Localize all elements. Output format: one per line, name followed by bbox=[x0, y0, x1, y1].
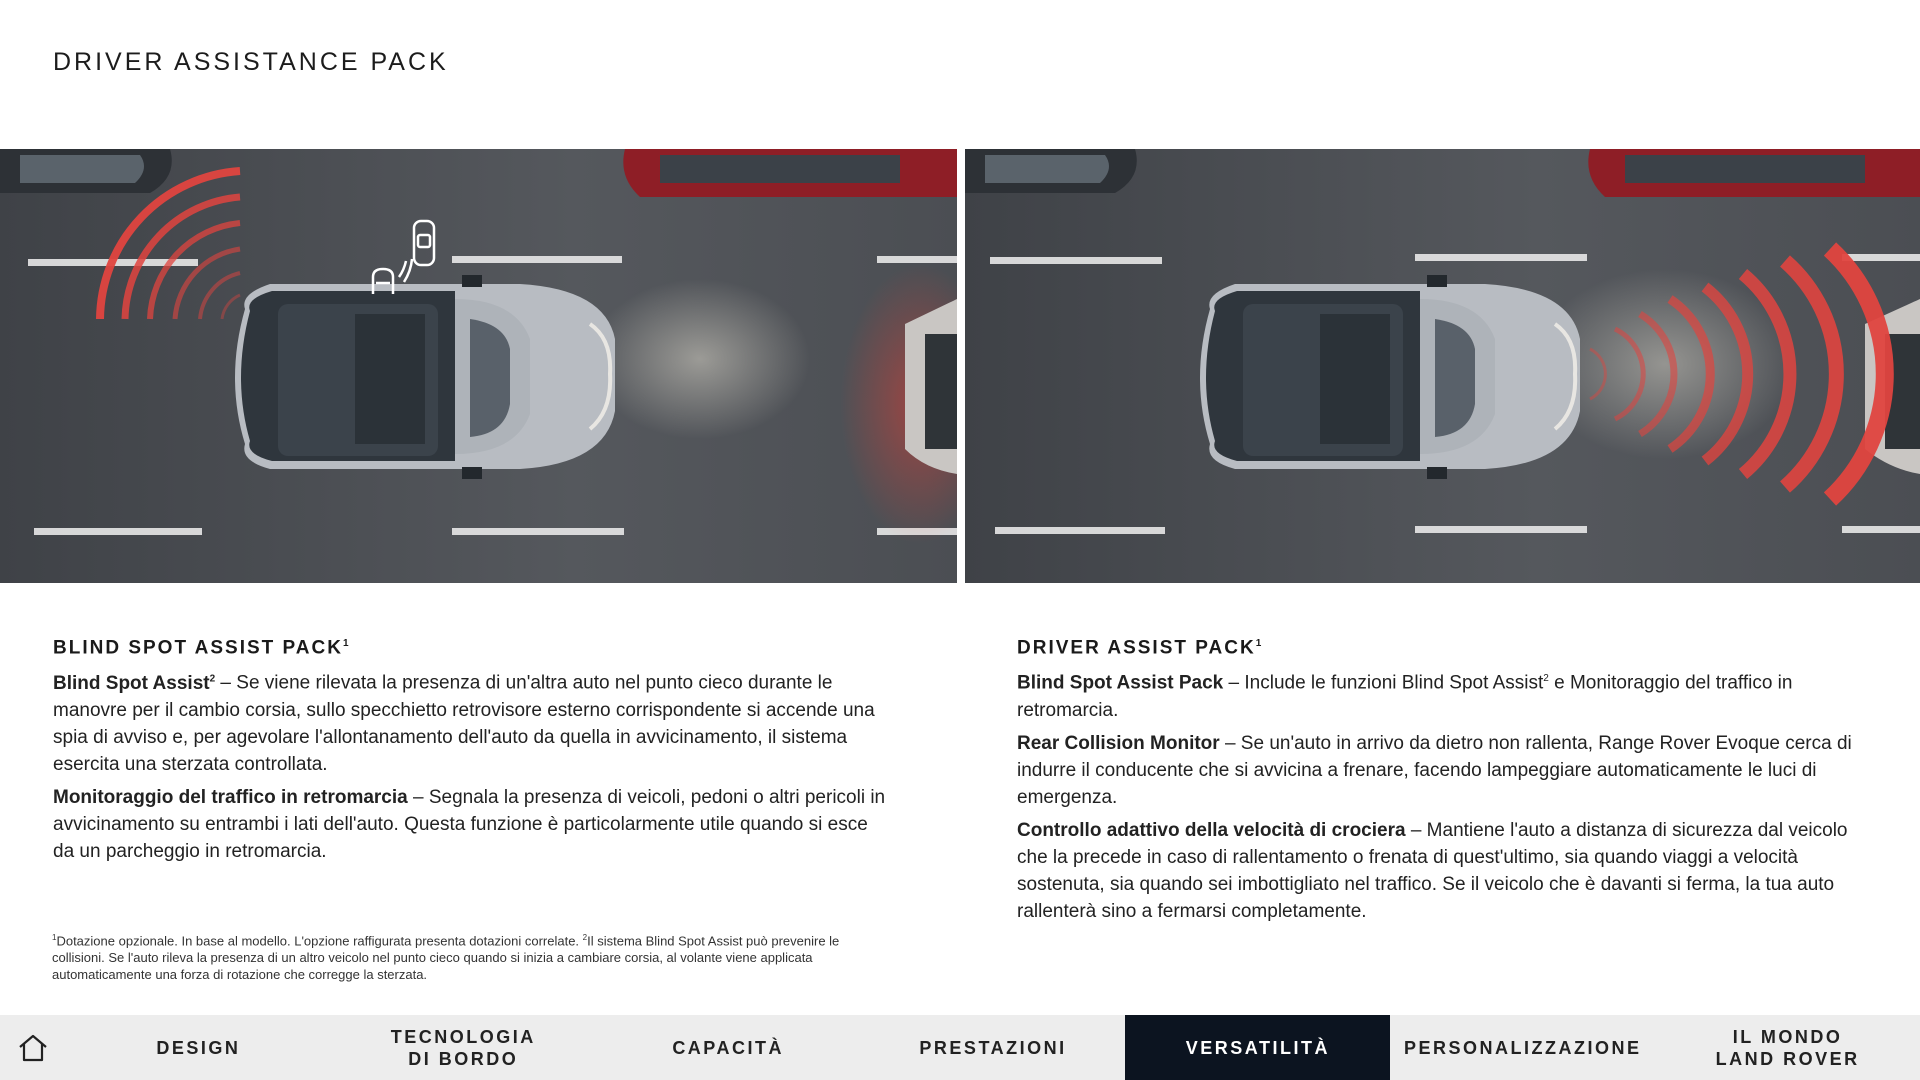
nav-capacita[interactable]: CAPACITÀ bbox=[672, 1037, 784, 1058]
blind-spot-assist-section bbox=[53, 630, 893, 871]
main-car bbox=[235, 275, 615, 479]
nav-tecnologia-di-bordo[interactable]: TECNOLOGIA DI BORDO bbox=[390, 1026, 536, 1069]
feature-term: Blind Spot Assist Pack bbox=[1017, 672, 1224, 694]
nav-il-mondo-land-rover[interactable]: IL MONDO LAND ROVER bbox=[1715, 1026, 1860, 1069]
bottom-nav bbox=[0, 1015, 1920, 1080]
blind-spot-assist-paragraph: Blind Spot Assist$^2$ – Se viene rilevata la presenza di un'altra auto nel punto cieco durante le manovre per il cambio corsia, sullo specchietto retrovisore esterno corrispondente si accende una spia di avviso e, per agevolare l'allontanamento dell'auto da quella in avvicinamento, il sistema esercita una sterzata controllata. bbox=[53, 672, 875, 775]
footnote: $^1$Dotazione opzionale. In base al modello. L'opzione raffigurata presenta dotazioni correlate. $^2$Il sistema Blind Spot Assist può prevenire le collisioni. Se l'auto rileva la presenza di un altro veicolo nel punto cieco quando si inizia a cambiare corsia, al volante viene applicata automaticamente una forza di rotazione che corregge la sterzata. bbox=[52, 933, 840, 983]
driver-assist-heading: DRIVER ASSIST PACK$^1$ bbox=[1017, 637, 1264, 659]
nav-versatilita[interactable]: VERSATILITÀ bbox=[1125, 1015, 1390, 1080]
rear-traffic-monitor-paragraph: Monitoraggio del traffico in retromarcia – Segnala la presenza di veicoli, pedoni o altri pericoli in avvicinamento su entrambi i lati dell'auto. Questa funzione è particolarmente utile quando si esce da un parcheggio in retromarcia. bbox=[53, 786, 886, 862]
blind-spot-image bbox=[0, 149, 957, 583]
home-icon bbox=[17, 1033, 49, 1063]
driver-assist-image bbox=[965, 149, 1920, 583]
blind-spot-pack-paragraph: Blind Spot Assist Pack – Include le funzioni Blind Spot Assist$^2$ e Monitoraggio del traffico in retromarcia. bbox=[1017, 672, 1793, 721]
nav-design[interactable]: DESIGN bbox=[156, 1037, 241, 1058]
adaptive-cruise-paragraph: Controllo adattivo della velocità di crociera – Mantiene l'auto a distanza di sicurezza dal veicolo che la precede in caso di rallentamento o frenata di quest'ultimo, sia quando viaggi a velocità sostenuta, sia quando sei imbottigliato nel traffico. Se il veicolo che è davanti si ferma, la tua auto rallenterà sino a fermarsi completamente. bbox=[1017, 819, 1848, 922]
blind-spot-assist-heading: BLIND SPOT ASSIST PACK$^1$ bbox=[53, 637, 351, 659]
page-title: DRIVER ASSISTANCE PACK bbox=[53, 48, 449, 76]
nav-prestazioni[interactable]: PRESTAZIONI bbox=[919, 1037, 1067, 1058]
home-button[interactable] bbox=[0, 1015, 66, 1080]
feature-term: Rear Collision Monitor bbox=[1017, 732, 1220, 754]
feature-term: Controllo adattivo della velocità di crociera bbox=[1017, 819, 1406, 841]
driver-assist-section bbox=[1017, 630, 1877, 931]
feature-term: Blind Spot Assist$^2$ bbox=[53, 672, 216, 694]
feature-term: Monitoraggio del traffico in retromarcia bbox=[53, 786, 408, 808]
nav-personalizzazione[interactable]: PERSONALIZZAZIONE bbox=[1403, 1037, 1642, 1058]
rear-collision-monitor-paragraph: Rear Collision Monitor – Se un'auto in arrivo da dietro non rallenta, Range Rover Evoque cerca di indurre il conducente che si avvicina a frenare, facendo lampeggiare automaticamente le luci di emergenza. bbox=[1017, 732, 1852, 808]
